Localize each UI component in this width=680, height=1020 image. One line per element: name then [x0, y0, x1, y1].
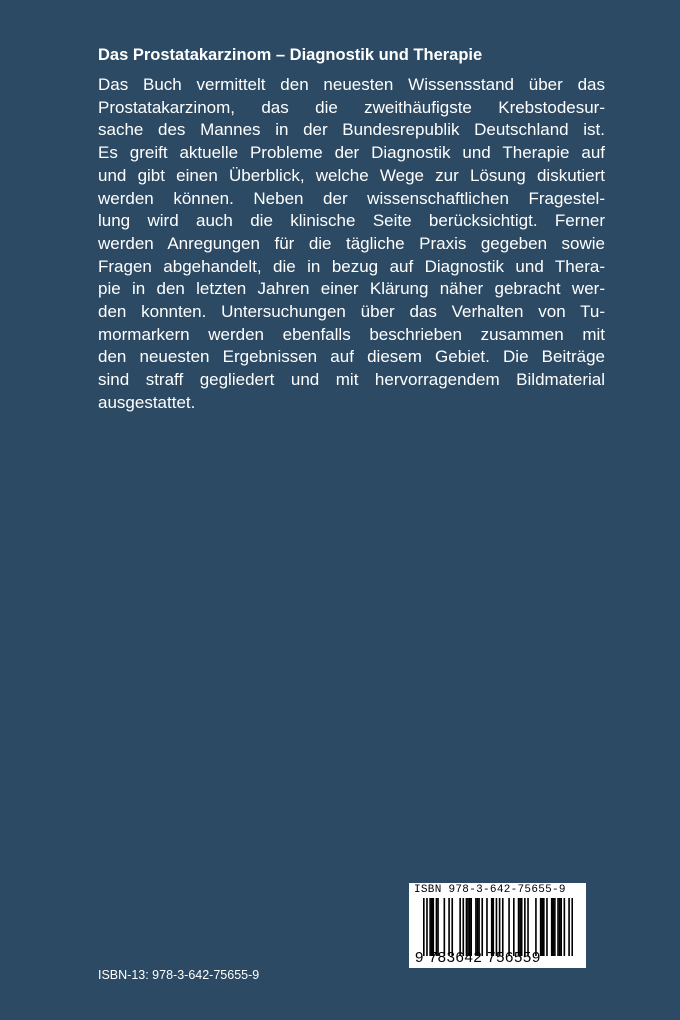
barcode-bar [481, 898, 483, 956]
barcode-bar [469, 898, 471, 956]
back-cover-content [98, 44, 605, 415]
barcode-isbn-label: ISBN 978-3-642-75655-9 [414, 884, 566, 896]
description-line: ausgestattet. [98, 392, 196, 412]
isbn-13-text: ISBN-13: 978-3-642-75655-9 [98, 968, 260, 982]
description-line: mormarkern werden ebenfalls beschrieben zusammen mit [98, 324, 605, 344]
description-line: Es greift aktuelle Probleme der Diagnostik und Therapie auf [98, 143, 605, 163]
barcode-bar [521, 898, 523, 956]
description-line: Fragen abgehandelt, die in bezug auf Diagnostik und Thera- [98, 256, 605, 276]
barcode-bar [568, 898, 570, 956]
book-title: Das Prostatakarzinom – Diagnostik und Therapie [98, 46, 483, 64]
barcode-bar [564, 898, 566, 956]
barcode-bar [560, 898, 562, 956]
barcode-bar [559, 898, 561, 956]
barcode-bar [475, 898, 477, 956]
barcode-bar [535, 898, 537, 956]
isbn-barcode [409, 883, 586, 968]
description-line: den konnten. Untersuchungen über das Verhalten von Tu- [98, 302, 605, 322]
barcode-bar [432, 898, 434, 956]
barcode-bar [436, 898, 438, 956]
barcode-bar [491, 898, 493, 956]
barcode-bar [492, 898, 494, 956]
barcode-bar [518, 898, 520, 956]
barcode-bar [431, 898, 433, 956]
description-line: werden können. Neben der wissenschaftlichen Fragestel- [98, 188, 605, 208]
barcode-bar [519, 898, 521, 956]
barcode-bar [459, 898, 461, 956]
description-line: Das Buch vermittelt den neuesten Wissensstand über das [98, 75, 605, 94]
barcode-bar [451, 898, 453, 956]
barcode-bar [467, 898, 469, 956]
barcode-bar [499, 898, 501, 956]
barcode-bar [444, 898, 446, 956]
barcode-bar [527, 898, 529, 956]
barcode-bar [540, 898, 542, 956]
barcode-bar [426, 898, 428, 956]
barcode-bar [470, 898, 472, 956]
description-line: lung wird auch die klinische Seite berücksichtigt. Ferner [98, 211, 605, 231]
description-line: Prostatakarzinom, das die zweithäufigste Krebstodesur- [98, 97, 605, 117]
description-line: sind straff gegliedert und mit hervorragendem Bildmaterial [98, 370, 605, 390]
barcode-bar [502, 898, 504, 956]
barcode-bar [552, 898, 554, 956]
barcode-bar [546, 898, 548, 956]
barcode-bar [486, 898, 488, 956]
barcode-bar [496, 898, 498, 956]
barcode-bar [513, 898, 515, 956]
barcode-bar [554, 898, 556, 956]
barcode-bar [551, 898, 553, 956]
barcode-bar [437, 898, 439, 956]
barcode-bar [466, 898, 468, 956]
description-line: werden Anregungen für die tägliche Praxis gegeben sowie [98, 233, 605, 253]
barcode-bar [508, 898, 510, 956]
description-line: pie in den letzten Jahren einer Klärung näher gebracht wer- [98, 279, 605, 299]
barcode-bar [524, 898, 526, 956]
barcode-bar [423, 898, 425, 956]
barcode-bar [478, 898, 480, 956]
barcode-bar [462, 898, 464, 956]
barcode-bar [543, 898, 545, 956]
barcode-bar [448, 898, 450, 956]
description-line: und gibt einen Überblick, welche Wege zur Lösung diskutiert [98, 165, 605, 185]
description-line: den neuesten Ergebnissen auf diesem Gebiet. Die Beiträge [98, 347, 605, 367]
book-description [98, 74, 605, 415]
barcode-bar [429, 898, 431, 956]
barcode-bar [541, 898, 543, 956]
barcode-bar [477, 898, 479, 956]
description-line: sache des Mannes in der Bundesrepublik Deutschland ist. [98, 120, 605, 140]
barcode-bars [423, 898, 573, 956]
barcode-bar [571, 898, 573, 956]
barcode-bar [557, 898, 559, 956]
barcode-digits: 9 783642 756559 [415, 949, 541, 966]
